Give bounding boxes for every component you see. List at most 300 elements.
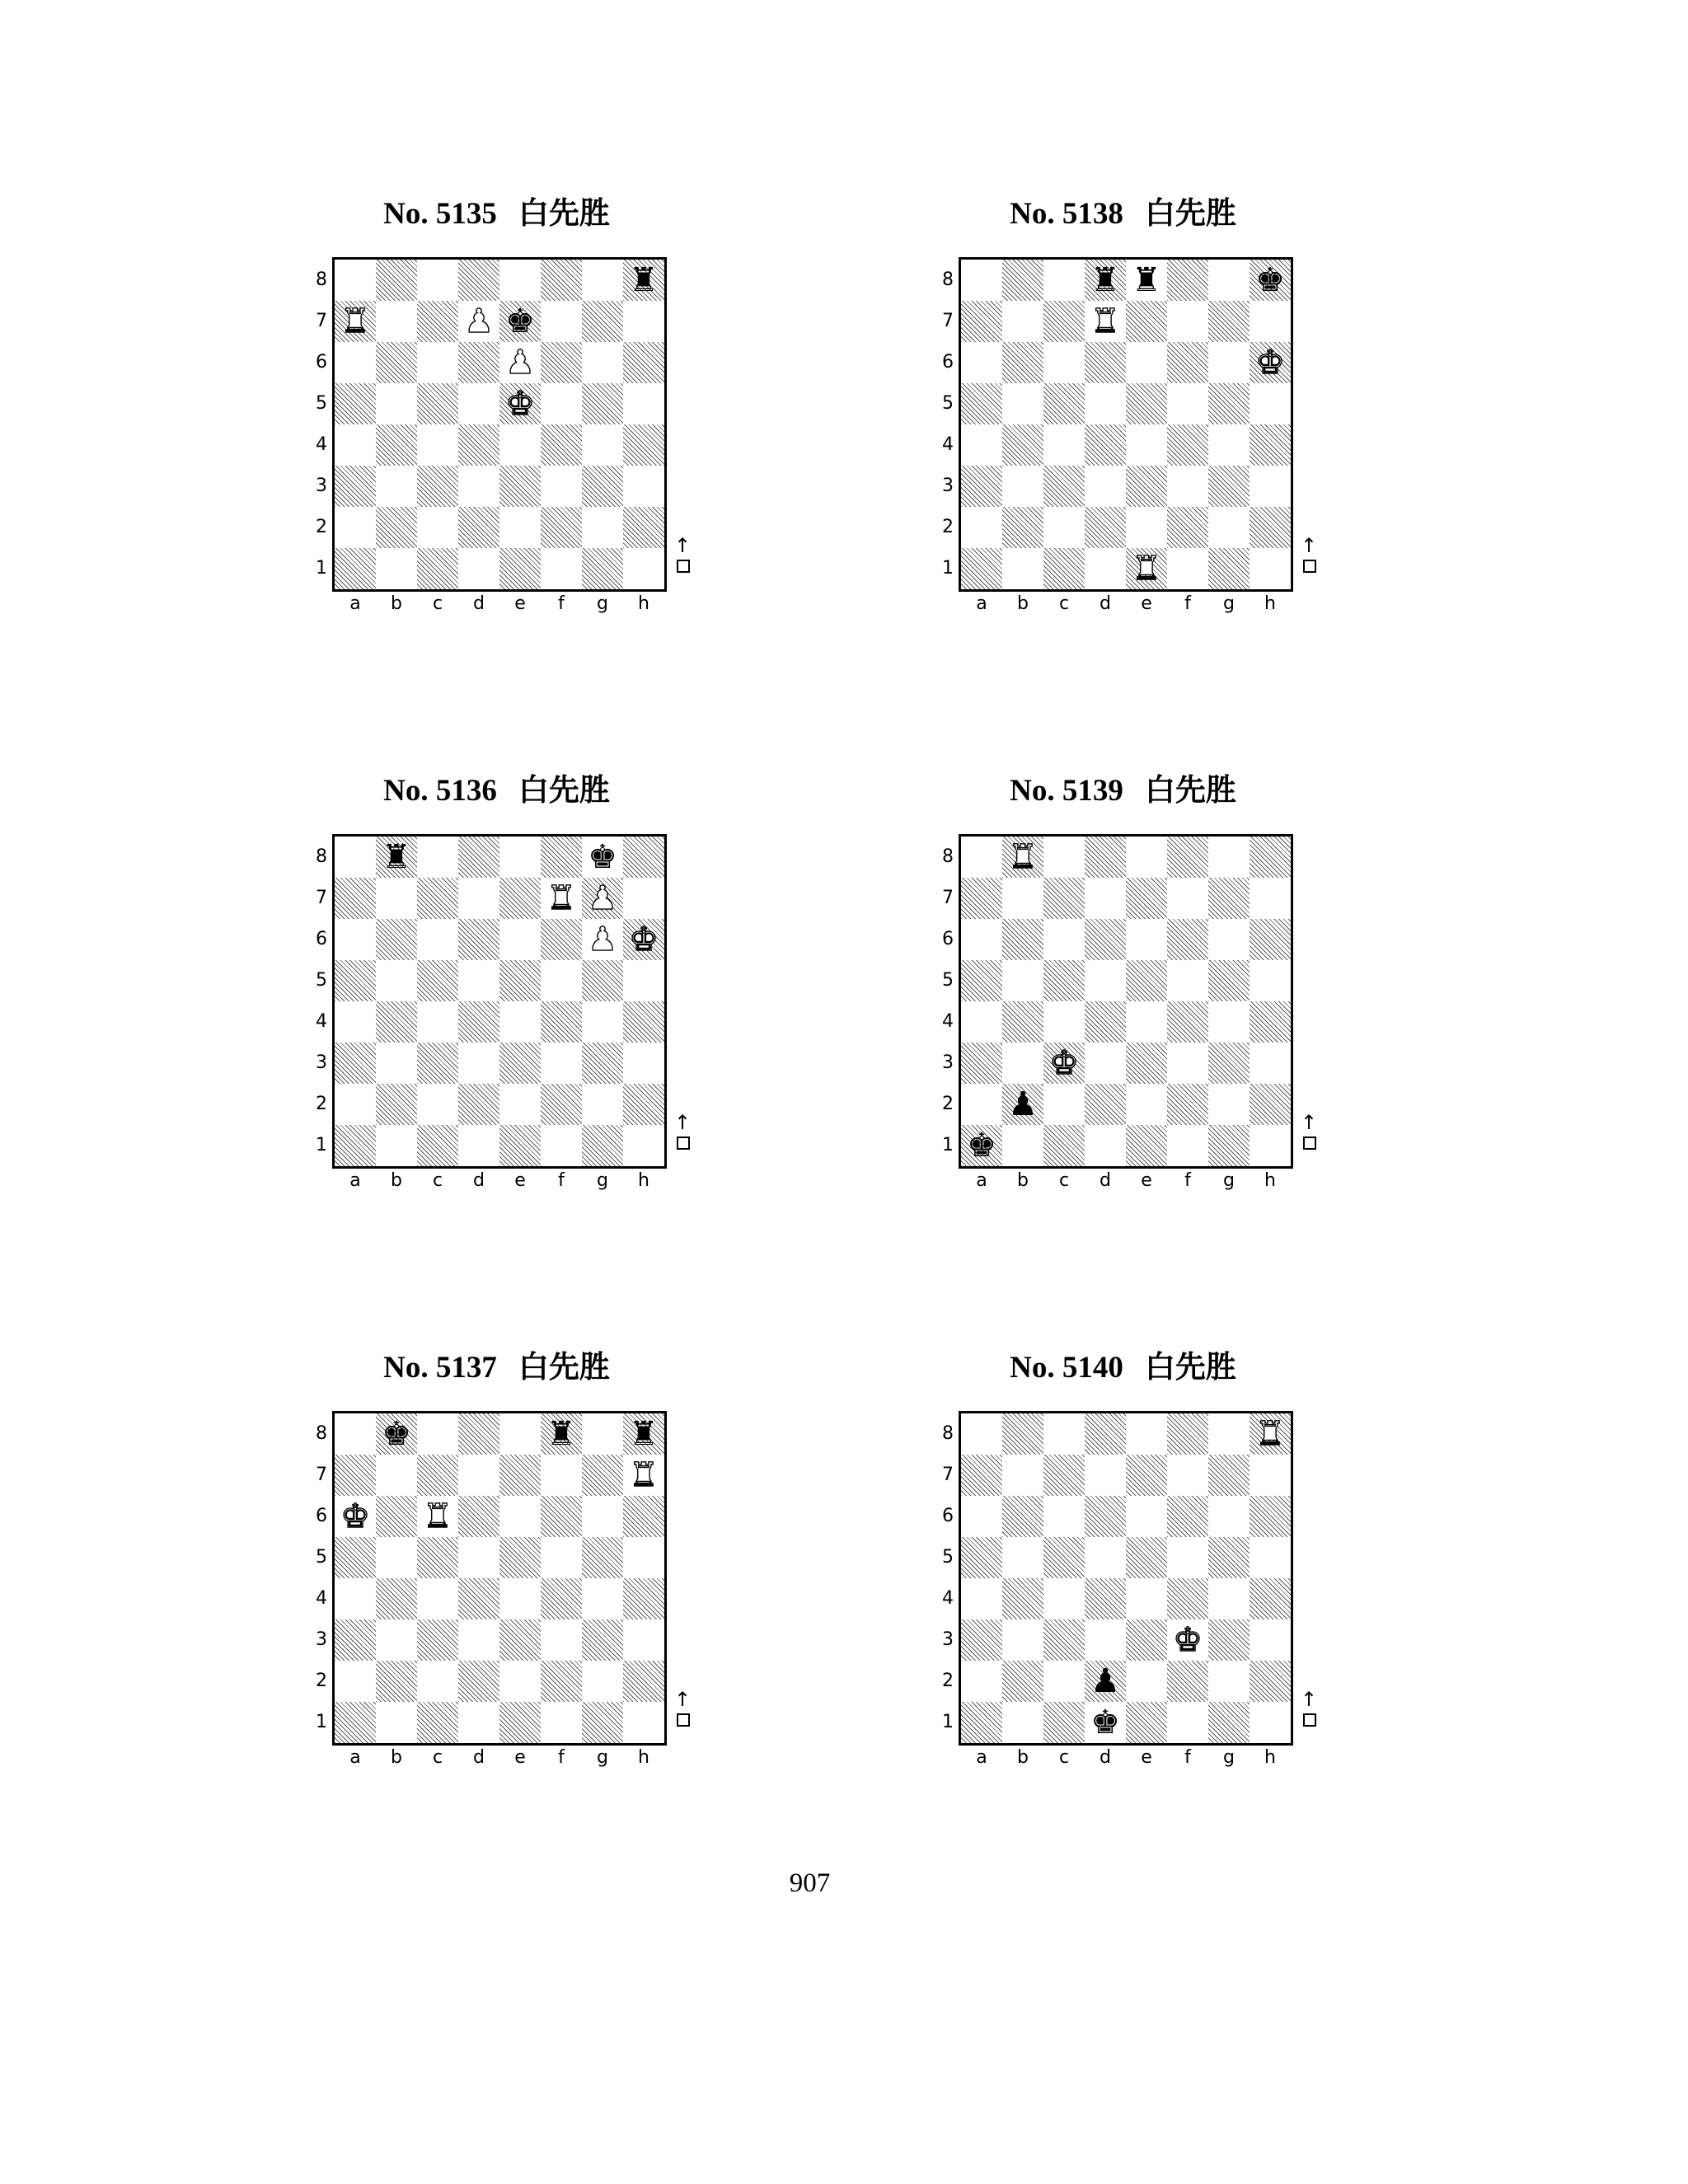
square-c7 — [417, 878, 458, 919]
square-b5 — [1002, 960, 1043, 1001]
square-f8 — [541, 1413, 582, 1455]
rank-label: 1 — [942, 1135, 954, 1155]
square-c3 — [417, 1043, 458, 1084]
square-d7 — [458, 1455, 499, 1496]
square-e2 — [1126, 507, 1167, 548]
file-label: a — [349, 1170, 361, 1191]
file-label: g — [1223, 1170, 1235, 1191]
square-d8 — [458, 837, 499, 878]
square-h2 — [1250, 1661, 1291, 1702]
square-d5 — [1085, 1537, 1126, 1578]
rank-label: 2 — [316, 1094, 327, 1114]
square-f7 — [541, 301, 582, 342]
square-b1 — [376, 1702, 417, 1743]
square-b7 — [1002, 1455, 1043, 1496]
square-a3 — [961, 466, 1002, 507]
square-e4 — [499, 1001, 541, 1043]
puzzle-task: 白先胜 — [518, 197, 610, 231]
square-e7 — [499, 878, 541, 919]
white-rook-icon: ♜ — [1090, 302, 1120, 340]
black-king-icon: ♚ — [588, 838, 617, 876]
square-a1 — [961, 548, 1002, 589]
square-g1 — [582, 1125, 623, 1166]
white-pawn-icon: ♟ — [464, 302, 494, 340]
square-b7 — [1002, 301, 1043, 342]
square-f4 — [541, 1001, 582, 1043]
square-a8 — [335, 1413, 376, 1455]
square-h3 — [1250, 1043, 1291, 1084]
file-label: e — [514, 1170, 526, 1191]
square-e3 — [1126, 1043, 1167, 1084]
square-a5 — [961, 960, 1002, 1001]
file-label: g — [1223, 1747, 1235, 1768]
puzzle-number: No. 5135 — [383, 197, 497, 231]
square-h8 — [623, 1413, 664, 1455]
puzzle-number: No. 5140 — [1010, 1351, 1123, 1385]
square-b3 — [376, 466, 417, 507]
square-c6 — [1043, 919, 1085, 960]
square-d6 — [458, 1496, 499, 1537]
square-h2 — [623, 1661, 664, 1702]
puzzle-number: No. 5138 — [1010, 197, 1123, 231]
file-label: e — [1141, 593, 1152, 614]
square-e3 — [499, 466, 541, 507]
square-d3 — [458, 1619, 499, 1661]
square-g3 — [582, 1043, 623, 1084]
square-c7 — [417, 301, 458, 342]
square-c8 — [1043, 260, 1085, 301]
square-d8 — [458, 260, 499, 301]
file-label: d — [473, 1747, 485, 1768]
file-label: f — [1184, 1747, 1191, 1768]
rank-label: 1 — [316, 558, 327, 579]
square-g3 — [1208, 466, 1250, 507]
file-label: a — [349, 593, 361, 614]
file-label: c — [432, 1747, 443, 1768]
file-labels — [961, 1746, 1291, 1770]
square-e4 — [499, 1578, 541, 1619]
rank-label: 7 — [942, 1465, 954, 1485]
square-e1 — [1126, 1125, 1167, 1166]
white-to-move-square-icon — [1303, 1137, 1316, 1150]
square-b8 — [1002, 837, 1043, 878]
square-d8 — [458, 1413, 499, 1455]
square-e7 — [499, 301, 541, 342]
square-d2 — [458, 1661, 499, 1702]
square-d4 — [458, 424, 499, 466]
white-king-icon: ♚ — [1049, 1044, 1079, 1082]
puzzle-number: No. 5136 — [383, 774, 497, 808]
square-e7 — [1126, 1455, 1167, 1496]
square-b4 — [1002, 1001, 1043, 1043]
square-b5 — [1002, 383, 1043, 424]
square-e7 — [499, 1455, 541, 1496]
rank-label: 8 — [942, 269, 954, 290]
square-g8 — [1208, 260, 1250, 301]
file-label: b — [1017, 1747, 1029, 1768]
black-pawn-icon: ♟ — [1008, 1085, 1038, 1123]
puzzle — [940, 190, 1368, 651]
square-d5 — [458, 383, 499, 424]
square-b2 — [1002, 1084, 1043, 1125]
rank-label: 8 — [316, 1423, 327, 1444]
white-rook-icon: ♜ — [1255, 1415, 1285, 1453]
file-label: d — [473, 593, 485, 614]
rank-label: 4 — [942, 1588, 954, 1609]
square-g3 — [582, 466, 623, 507]
square-a3 — [961, 1043, 1002, 1084]
rank-label: 2 — [316, 517, 327, 537]
square-e5 — [499, 383, 541, 424]
square-b8 — [376, 1413, 417, 1455]
square-g3 — [1208, 1043, 1250, 1084]
square-e5 — [1126, 383, 1167, 424]
square-f2 — [541, 1661, 582, 1702]
square-f3 — [1167, 1043, 1208, 1084]
file-label: c — [1058, 1170, 1070, 1191]
white-to-move-square-icon — [677, 1137, 690, 1150]
rank-label: 7 — [316, 1465, 327, 1485]
square-h3 — [623, 1619, 664, 1661]
square-f4 — [1167, 1578, 1208, 1619]
square-h1 — [1250, 1702, 1291, 1743]
rank-label: 3 — [942, 1052, 954, 1073]
side-to-move-indicator — [1300, 1688, 1318, 1737]
puzzle — [313, 766, 742, 1228]
square-g1 — [1208, 1125, 1250, 1166]
square-a1 — [335, 1702, 376, 1743]
puzzle-task: 白先胜 — [1144, 197, 1236, 231]
file-label: b — [391, 1170, 402, 1191]
square-e6 — [1126, 1496, 1167, 1537]
square-h5 — [1250, 1537, 1291, 1578]
square-d6 — [458, 919, 499, 960]
square-e4 — [1126, 424, 1167, 466]
square-g6 — [582, 919, 623, 960]
rank-labels — [934, 837, 954, 1166]
rank-label: 7 — [316, 311, 327, 331]
square-g5 — [582, 1537, 623, 1578]
square-b6 — [376, 1496, 417, 1537]
square-g2 — [1208, 507, 1250, 548]
square-a4 — [335, 1578, 376, 1619]
square-e3 — [499, 1619, 541, 1661]
square-g5 — [1208, 960, 1250, 1001]
rank-label: 5 — [316, 970, 327, 991]
square-d2 — [1085, 507, 1126, 548]
square-d7 — [458, 878, 499, 919]
square-g2 — [582, 1084, 623, 1125]
file-label: b — [1017, 1170, 1029, 1191]
square-c1 — [1043, 548, 1085, 589]
square-a8 — [961, 1413, 1002, 1455]
square-b3 — [1002, 1043, 1043, 1084]
square-e5 — [499, 1537, 541, 1578]
square-a1 — [961, 1125, 1002, 1166]
square-g3 — [1208, 1619, 1250, 1661]
rank-label: 7 — [316, 888, 327, 908]
square-e8 — [1126, 837, 1167, 878]
square-e1 — [1126, 1702, 1167, 1743]
square-a3 — [335, 1043, 376, 1084]
square-g5 — [582, 383, 623, 424]
puzzle-title — [313, 190, 680, 239]
square-h6 — [623, 1496, 664, 1537]
up-arrow-icon: ↑ — [1300, 1111, 1318, 1134]
square-f5 — [1167, 1537, 1208, 1578]
square-e4 — [1126, 1578, 1167, 1619]
file-label: a — [976, 1747, 987, 1768]
rank-label: 5 — [316, 1547, 327, 1568]
puzzle-title — [940, 1343, 1306, 1393]
square-d3 — [1085, 1619, 1126, 1661]
square-d7 — [1085, 1455, 1126, 1496]
rank-label: 1 — [942, 558, 954, 579]
square-e6 — [499, 1496, 541, 1537]
puzzle — [940, 1343, 1368, 1805]
square-h7 — [1250, 301, 1291, 342]
square-e5 — [1126, 1537, 1167, 1578]
square-h3 — [1250, 466, 1291, 507]
square-f5 — [541, 1537, 582, 1578]
square-c3 — [1043, 466, 1085, 507]
square-f7 — [1167, 878, 1208, 919]
rank-label: 3 — [942, 1629, 954, 1650]
square-h7 — [1250, 1455, 1291, 1496]
black-king-icon: ♚ — [382, 1415, 411, 1453]
square-a6 — [961, 342, 1002, 383]
rank-labels — [934, 1413, 954, 1743]
square-c6 — [417, 919, 458, 960]
square-h6 — [623, 342, 664, 383]
square-f8 — [1167, 837, 1208, 878]
file-label: f — [1184, 593, 1191, 614]
square-h4 — [623, 1001, 664, 1043]
square-g5 — [582, 960, 623, 1001]
square-a1 — [335, 1125, 376, 1166]
square-f8 — [1167, 1413, 1208, 1455]
square-c6 — [1043, 1496, 1085, 1537]
square-c1 — [417, 1702, 458, 1743]
up-arrow-icon: ↑ — [673, 1111, 692, 1134]
white-king-icon: ♚ — [1255, 344, 1285, 382]
white-to-move-square-icon — [677, 560, 690, 573]
square-c7 — [1043, 301, 1085, 342]
file-label: e — [514, 593, 526, 614]
square-b3 — [376, 1619, 417, 1661]
square-d4 — [1085, 424, 1126, 466]
rank-label: 1 — [316, 1712, 327, 1732]
square-a3 — [335, 466, 376, 507]
square-h1 — [623, 1125, 664, 1166]
square-e2 — [499, 507, 541, 548]
square-c3 — [417, 1619, 458, 1661]
rank-label: 8 — [316, 269, 327, 290]
file-label: h — [1264, 1170, 1276, 1191]
square-e8 — [499, 260, 541, 301]
square-d1 — [1085, 548, 1126, 589]
square-d6 — [1085, 1496, 1126, 1537]
square-d8 — [1085, 1413, 1126, 1455]
chess-board — [332, 1411, 667, 1746]
square-e6 — [499, 342, 541, 383]
square-f6 — [541, 342, 582, 383]
square-c5 — [417, 1537, 458, 1578]
square-h4 — [623, 1578, 664, 1619]
square-e2 — [499, 1661, 541, 1702]
square-g2 — [582, 1661, 623, 1702]
square-g5 — [1208, 383, 1250, 424]
square-a2 — [335, 1084, 376, 1125]
square-d3 — [1085, 1043, 1126, 1084]
chess-board — [959, 257, 1293, 592]
white-king-icon: ♚ — [340, 1497, 370, 1535]
square-h5 — [623, 1537, 664, 1578]
square-h7 — [1250, 878, 1291, 919]
white-rook-icon: ♜ — [423, 1497, 452, 1535]
file-label: a — [349, 1747, 361, 1768]
square-e1 — [1126, 548, 1167, 589]
square-a5 — [335, 960, 376, 1001]
square-c8 — [1043, 1413, 1085, 1455]
square-g6 — [1208, 342, 1250, 383]
black-rook-icon: ♜ — [382, 838, 411, 876]
square-h2 — [623, 1084, 664, 1125]
file-label: h — [638, 1747, 649, 1768]
square-c7 — [1043, 878, 1085, 919]
square-g4 — [582, 1001, 623, 1043]
square-e8 — [499, 1413, 541, 1455]
square-e5 — [1126, 960, 1167, 1001]
square-c1 — [1043, 1125, 1085, 1166]
up-arrow-icon: ↑ — [673, 1688, 692, 1711]
square-f1 — [1167, 1125, 1208, 1166]
rank-label: 5 — [316, 393, 327, 414]
square-e7 — [1126, 301, 1167, 342]
black-king-icon: ♚ — [1255, 261, 1285, 299]
file-label: g — [597, 593, 608, 614]
square-d6 — [458, 342, 499, 383]
file-label: h — [1264, 593, 1276, 614]
white-rook-icon: ♜ — [340, 302, 370, 340]
square-h6 — [1250, 919, 1291, 960]
square-a7 — [961, 878, 1002, 919]
square-g4 — [1208, 1001, 1250, 1043]
square-b7 — [1002, 878, 1043, 919]
square-g2 — [1208, 1084, 1250, 1125]
file-label: f — [1184, 1170, 1191, 1191]
square-b4 — [1002, 424, 1043, 466]
square-c5 — [417, 960, 458, 1001]
square-a4 — [961, 1001, 1002, 1043]
square-a7 — [961, 301, 1002, 342]
square-e7 — [1126, 878, 1167, 919]
square-a7 — [335, 301, 376, 342]
square-b5 — [376, 1537, 417, 1578]
square-g5 — [1208, 1537, 1250, 1578]
square-b4 — [376, 1001, 417, 1043]
rank-label: 4 — [316, 1588, 327, 1609]
square-c3 — [1043, 1619, 1085, 1661]
file-label: c — [432, 593, 443, 614]
rank-label: 5 — [942, 393, 954, 414]
square-g8 — [582, 1413, 623, 1455]
puzzle-number: No. 5139 — [1010, 774, 1123, 808]
square-c4 — [1043, 1578, 1085, 1619]
square-h3 — [623, 1043, 664, 1084]
black-pawn-icon: ♟ — [1090, 1662, 1120, 1700]
square-g7 — [1208, 301, 1250, 342]
square-d7 — [1085, 301, 1126, 342]
square-h8 — [623, 837, 664, 878]
square-b1 — [1002, 1702, 1043, 1743]
square-c5 — [1043, 1537, 1085, 1578]
square-f6 — [1167, 1496, 1208, 1537]
square-c5 — [1043, 383, 1085, 424]
white-king-icon: ♚ — [505, 385, 535, 423]
chess-board — [332, 257, 667, 592]
rank-label: 2 — [942, 1094, 954, 1114]
square-b8 — [376, 837, 417, 878]
square-a7 — [961, 1455, 1002, 1496]
square-h4 — [1250, 1001, 1291, 1043]
square-e8 — [1126, 260, 1167, 301]
square-b7 — [376, 1455, 417, 1496]
square-c4 — [417, 424, 458, 466]
file-label: c — [432, 1170, 443, 1191]
white-pawn-icon: ♟ — [588, 921, 617, 958]
square-c6 — [417, 1496, 458, 1537]
black-rook-icon: ♜ — [546, 1415, 576, 1453]
square-g1 — [1208, 548, 1250, 589]
square-a8 — [961, 260, 1002, 301]
white-rook-icon: ♜ — [1132, 550, 1161, 588]
file-label: a — [976, 1170, 987, 1191]
square-a5 — [961, 383, 1002, 424]
square-b5 — [376, 383, 417, 424]
square-b8 — [1002, 260, 1043, 301]
square-g8 — [1208, 1413, 1250, 1455]
square-f2 — [541, 1084, 582, 1125]
square-f3 — [1167, 1619, 1208, 1661]
square-g6 — [1208, 919, 1250, 960]
square-a5 — [335, 1537, 376, 1578]
square-g6 — [1208, 1496, 1250, 1537]
square-b1 — [376, 1125, 417, 1166]
square-b7 — [376, 301, 417, 342]
square-h5 — [1250, 960, 1291, 1001]
square-c7 — [417, 1455, 458, 1496]
file-label: g — [1223, 593, 1235, 614]
square-f8 — [1167, 260, 1208, 301]
square-b5 — [1002, 1537, 1043, 1578]
square-d6 — [1085, 919, 1126, 960]
square-g1 — [582, 1702, 623, 1743]
rank-label: 8 — [942, 1423, 954, 1444]
square-b2 — [376, 1661, 417, 1702]
square-e2 — [499, 1084, 541, 1125]
square-d7 — [1085, 878, 1126, 919]
square-e8 — [1126, 1413, 1167, 1455]
square-c2 — [417, 507, 458, 548]
square-f6 — [1167, 919, 1208, 960]
square-g8 — [582, 837, 623, 878]
square-f5 — [541, 960, 582, 1001]
rank-label: 4 — [942, 1011, 954, 1032]
square-h5 — [1250, 383, 1291, 424]
square-h8 — [623, 260, 664, 301]
square-h7 — [623, 301, 664, 342]
